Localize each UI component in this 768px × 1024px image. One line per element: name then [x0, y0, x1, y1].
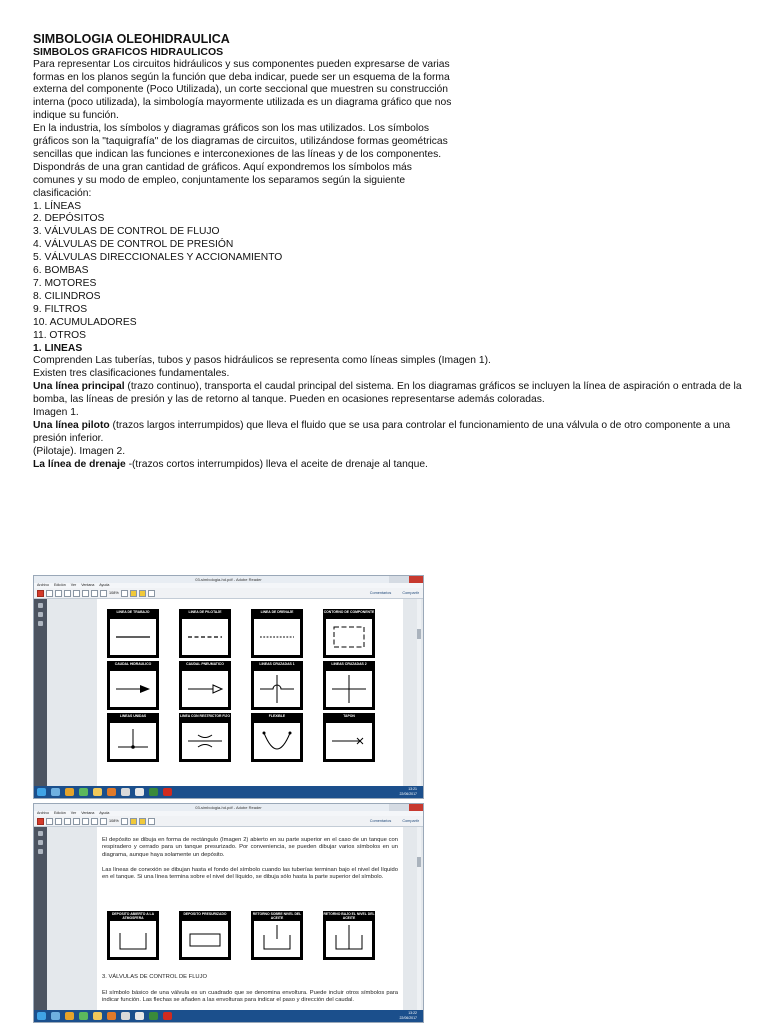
linea-principal-term: Una línea principal	[33, 381, 125, 393]
drain-line-symbol	[254, 619, 300, 655]
minimize-button[interactable]	[389, 576, 399, 583]
intro-line: formas en los planos según la función que deba indicar, puede ser un esquema de la forma	[33, 71, 450, 83]
sign-icon[interactable]	[148, 590, 155, 597]
return-above-level-symbol	[254, 921, 300, 957]
firefox-icon[interactable]	[65, 1012, 74, 1020]
crossed-lines-1-symbol	[254, 671, 300, 707]
valvulas-heading: 3. VÁLVULAS DE CONTROL DE FLUJO	[102, 974, 208, 980]
open-icon[interactable]	[46, 590, 53, 597]
minimize-button[interactable]	[389, 804, 399, 811]
symbol-linea-restrictor	[179, 713, 231, 762]
comentarios-link[interactable]: Comentarios	[369, 819, 392, 823]
symbol-label: LINEA CON RESTRICTOR FIJO	[179, 713, 231, 723]
intro-paragraph	[33, 59, 483, 201]
linea-piloto-paragraph	[33, 420, 753, 446]
intro-line: indique su función.	[33, 110, 119, 122]
zoom-out-icon[interactable]	[91, 590, 98, 597]
symbol-label: LINEA DE DRENAJE	[251, 609, 303, 619]
intro-line: clasificación:	[33, 187, 92, 199]
document-icon[interactable]	[121, 1012, 130, 1020]
windows-taskbar	[34, 1010, 423, 1022]
comment-icon[interactable]	[130, 818, 137, 825]
symbol-label: LINEA DE TRABAJO	[107, 609, 159, 619]
pages-icon[interactable]	[38, 603, 43, 608]
media-icon[interactable]	[107, 788, 116, 796]
signatures-icon[interactable]	[38, 621, 43, 626]
next-page-icon[interactable]	[82, 590, 89, 597]
intro-line: sencillas que indican las funciones e interconexiones de las líneas y de los componentes.	[33, 148, 442, 160]
list-item: 11. OTROS	[33, 329, 87, 341]
list-item: 7. MOTORES	[33, 278, 97, 289]
symbol-lineas-unidas	[107, 713, 159, 762]
symbol-tapon	[323, 713, 375, 762]
pdf-page	[97, 599, 403, 786]
menu-edicion[interactable]: Edición	[53, 811, 66, 815]
ie-icon[interactable]	[51, 788, 60, 796]
menu-ayuda[interactable]: Ayuda	[99, 583, 110, 587]
window-controls	[389, 576, 423, 583]
linea-drenaje-text: -(trazos cortos interrumpidos) lleva el aceite de drenaje al tanque.	[125, 458, 428, 470]
intro-line: interna (poco utilizada), la simbología mayormente utilizada es un diagrama gráfico que nos	[33, 97, 452, 109]
list-item: 5. VÁLVULAS DIRECCIONALES Y ACCIONAMIENTO	[33, 252, 283, 264]
list-item: 6. BOMBAS	[33, 265, 89, 277]
next-page-icon[interactable]	[82, 818, 89, 825]
document-view	[34, 827, 423, 1010]
symbol-caudal-pneumatico	[179, 661, 231, 710]
attachments-icon[interactable]	[38, 612, 43, 617]
excel-icon[interactable]	[149, 1012, 158, 1020]
fixed-restrictor-symbol	[182, 723, 228, 759]
symbol-caudal-hidraulico	[107, 661, 159, 710]
prev-page-icon[interactable]	[73, 590, 80, 597]
zoom-level[interactable]: 108%	[109, 819, 119, 823]
zoom-in-icon[interactable]	[100, 590, 107, 597]
ie-icon[interactable]	[51, 1012, 60, 1020]
linea-principal-paragraph	[33, 381, 753, 407]
close-button[interactable]	[409, 576, 423, 583]
zoom-level[interactable]: 108%	[109, 591, 119, 595]
symbol-lineas-cruzadas-2	[323, 661, 375, 710]
symbol-linea-trabajo	[107, 609, 159, 658]
symbol-label: CONTORNO DE COMPONENTE	[323, 609, 375, 619]
clock: 13:22	[408, 1011, 417, 1015]
linea-drenaje-term: La línea de drenaje	[33, 458, 126, 470]
intro-line: Dispondrás de una gran cantidad de gráficos. Aquí expondremos los símbolos más	[33, 161, 412, 173]
window-titlebar	[34, 804, 423, 811]
deposito-paragraph-1: El depósito se dibuja en forma de rectángulo (Imagen 2) abierto en su parte superior en el caso de un tanque con respiradero y cerrado para un tanque presurizado. Por conveniencia, se pueden dibujar varios símbolos en un diagrama, aunque haya solamente un depósito.	[102, 837, 398, 858]
attachments-icon[interactable]	[38, 840, 43, 845]
lineas-paragraph-1: Comprenden Las tuberías, tubos y pasos hidráulicos se representa como líneas simples (Imagen 1).	[33, 355, 491, 367]
imagen1-caption: Imagen 1.	[33, 407, 79, 419]
zoom-in-icon[interactable]	[100, 818, 107, 825]
highlight-icon[interactable]	[139, 818, 146, 825]
reader-toolbar	[34, 588, 423, 599]
joined-lines-symbol	[110, 723, 156, 759]
menu-archivo[interactable]: Archivo	[37, 811, 49, 815]
sign-icon[interactable]	[148, 818, 155, 825]
window-controls	[389, 804, 423, 811]
date: 22/06/2017	[399, 1016, 417, 1020]
symbol-label: RETORNO BAJO EL NIVEL DEL ACEITE	[323, 911, 375, 920]
menu-ventana[interactable]: Ventana	[81, 583, 95, 587]
component-outline-symbol	[326, 619, 372, 655]
list-item: 10. ACUMULADORES	[33, 316, 137, 328]
symbol-linea-drenaje	[251, 609, 303, 658]
print-icon[interactable]	[55, 818, 62, 825]
symbol-retorno-bajo-nivel	[323, 911, 375, 960]
linea-drenaje-paragraph	[33, 459, 753, 472]
list-item: 3. VÁLVULAS DE CONTROL DE FLUJO	[33, 226, 220, 238]
window-titlebar	[34, 576, 423, 583]
menu-ver[interactable]: Ver	[70, 583, 77, 587]
symbol-lineas-cruzadas-1	[251, 661, 303, 710]
firefox-icon[interactable]	[65, 788, 74, 796]
chrome-icon[interactable]	[79, 788, 88, 796]
symbol-label: LINEAS CRUZADAS 2	[323, 661, 375, 671]
zoom-out-icon[interactable]	[91, 818, 98, 825]
list-item: 1. LÍNEAS	[33, 200, 82, 212]
intro-line: Para representar Los circuitos hidráulicos y sus componentes pueden expresarse de varias	[33, 58, 450, 70]
compartir-link[interactable]: Compartir	[402, 819, 419, 823]
toolbar-right-links	[360, 588, 419, 598]
folder-icon[interactable]	[93, 788, 102, 796]
prev-page-icon[interactable]	[73, 818, 80, 825]
compartir-link[interactable]: Compartir	[402, 591, 419, 595]
symbol-label: RETORNO SOBRE NIVEL DEL ACEITE	[252, 911, 302, 920]
intro-line: comunes y su modo de empleo, conjuntamente los separamos según la siguiente	[33, 174, 406, 186]
excel-icon[interactable]	[149, 788, 158, 796]
hydraulic-flow-symbol	[110, 671, 156, 707]
symbol-deposito-abierto	[107, 911, 159, 960]
symbol-flexible	[251, 713, 303, 762]
chrome-icon[interactable]	[79, 1012, 88, 1020]
comment-icon[interactable]	[130, 590, 137, 597]
fit-page-icon[interactable]	[121, 590, 128, 597]
valvulas-paragraph: El símbolo básico de una válvula es un cuadrado que se denomina envoltura. Puede incluir otros símbolos para indicar función. Las flechas se añaden a las envolturas para indicar el paso y dirección del caudal.	[102, 990, 398, 1004]
symbol-label: CAUDAL PNEUMATICO	[179, 661, 231, 671]
menu-edicion[interactable]: Edición	[53, 583, 66, 587]
menu-ayuda[interactable]: Ayuda	[99, 811, 110, 815]
list-item: 9. FILTROS	[33, 303, 88, 315]
linea-principal-text: (trazo continuo), transporta el caudal principal del sistema. En los diagramas gráficos se incluyen la línea de aspiración o entrada de la bomba, las líneas de presión y las de retorno al tanque. Pueden en ocasiones representarse además coloradas.	[33, 381, 742, 406]
toolbar-icons	[37, 590, 155, 597]
document-view	[34, 599, 423, 786]
toolbar-right-links	[360, 816, 419, 826]
document-body	[33, 32, 753, 472]
close-button[interactable]	[409, 804, 423, 811]
symbol-label: CAUDAL HIDRAULICO	[107, 661, 159, 671]
document-title: SIMBOLOGIA OLEOHIDRAULICA	[33, 32, 230, 46]
pilotaje-caption: (Pilotaje). Imagen 2.	[33, 445, 126, 457]
scrollbar[interactable]	[417, 599, 421, 786]
open-tank-symbol	[110, 921, 156, 957]
linea-piloto-term: Una línea piloto	[33, 419, 110, 431]
document-subtitle: SIMBOLOS GRAFICOS HIDRAULICOS	[33, 46, 224, 58]
menu-ventana[interactable]: Ventana	[81, 811, 95, 815]
symbol-label: LINEAS UNIDAS	[107, 713, 159, 723]
scrollbar-thumb[interactable]	[417, 629, 421, 639]
plug-symbol	[326, 723, 372, 759]
list-item: 4. VÁLVULAS DE CONTROL DE PRESIÓN	[33, 239, 234, 251]
intro-line: gráficos son la "taquigrafía" de los diagramas de circuitos, utilizándose formas geométricas	[33, 136, 448, 148]
deposito-paragraph-2: Las líneas de conexión se dibujan hasta el fondo del símbolo cuando las tuberías terminan bajo el nivel del líquido en el tanque. Si una línea termina sobre el nivel del líquido, se dibuja sólo hasta la parte superior del símbolo.	[102, 867, 398, 881]
folder-icon[interactable]	[93, 1012, 102, 1020]
symbol-retorno-sobre-nivel	[251, 911, 303, 960]
section-heading-lineas: 1. LINEAS	[33, 342, 83, 354]
list-item: 8. CILINDROS	[33, 290, 101, 302]
menu-ver[interactable]: Ver	[70, 811, 77, 815]
print-icon[interactable]	[55, 590, 62, 597]
maximize-button[interactable]	[399, 804, 409, 811]
window-title: 03-simbologia-hd.pdf - Adobe Reader	[195, 577, 262, 582]
symbol-label: TAPON	[323, 713, 375, 723]
home-icon[interactable]	[135, 1012, 144, 1020]
screenshot-depositos	[33, 803, 424, 1023]
scrollbar[interactable]	[417, 827, 421, 1010]
pneumatic-flow-symbol	[182, 671, 228, 707]
pages-icon[interactable]	[38, 831, 43, 836]
lineas-paragraph-2: Existen tres clasificaciones fundamentales.	[33, 368, 230, 380]
working-line-symbol	[110, 619, 156, 655]
reader-toolbar	[34, 816, 423, 827]
comentarios-link[interactable]: Comentarios	[369, 591, 392, 595]
document-icon[interactable]	[121, 788, 130, 796]
navigation-rail	[34, 827, 47, 1010]
highlight-icon[interactable]	[139, 590, 146, 597]
window-title: 03-simbologia-hd.pdf - Adobe Reader	[195, 805, 262, 810]
flexible-line-symbol	[254, 723, 300, 759]
acrobat-icon[interactable]	[163, 788, 172, 796]
home-icon[interactable]	[135, 788, 144, 796]
return-below-level-symbol	[326, 921, 372, 957]
email-icon[interactable]	[64, 818, 71, 825]
pressurized-tank-symbol	[182, 921, 228, 957]
start-icon[interactable]	[37, 1012, 46, 1020]
symbol-deposito-presurizado	[179, 911, 231, 960]
screenshot-lineas	[33, 575, 424, 799]
windows-taskbar	[34, 786, 423, 798]
start-icon[interactable]	[37, 788, 46, 796]
date: 22/06/2017	[399, 792, 417, 796]
email-icon[interactable]	[64, 590, 71, 597]
create-pdf-icon[interactable]	[37, 590, 44, 597]
toolbar-icons	[37, 818, 155, 825]
clock: 13:21	[408, 787, 417, 791]
scrollbar-thumb[interactable]	[417, 857, 421, 867]
signatures-icon[interactable]	[38, 849, 43, 854]
symbol-label: LINEAS CRUZADAS 1	[251, 661, 303, 671]
list-item: 2. DEPÓSITOS	[33, 213, 105, 225]
fit-page-icon[interactable]	[121, 818, 128, 825]
symbol-contorno-componente	[323, 609, 375, 658]
symbol-label: DEPOSITO PRESURIZADO	[179, 911, 231, 921]
menu-archivo[interactable]: Archivo	[37, 583, 49, 587]
open-icon[interactable]	[46, 818, 53, 825]
acrobat-icon[interactable]	[163, 1012, 172, 1020]
create-pdf-icon[interactable]	[37, 818, 44, 825]
pilot-line-symbol	[182, 619, 228, 655]
symbol-label: DEPOSITO ABIERTO A LA ATMOSFERA	[107, 911, 159, 921]
symbol-linea-pilotaje	[179, 609, 231, 658]
system-tray	[399, 787, 417, 797]
system-tray	[399, 1011, 417, 1021]
linea-piloto-text: (trazos largos interrumpidos) que lleva el fluido que se usa para controlar el funcionamiento de una válvula o de otro componente a una presión inferior.	[33, 419, 731, 444]
intro-line: externa del componente (Poco Utilizada), un corte seccional que muestren su construcción	[33, 84, 448, 96]
media-icon[interactable]	[107, 1012, 116, 1020]
maximize-button[interactable]	[399, 576, 409, 583]
crossed-lines-2-symbol	[326, 671, 372, 707]
intro-line: En la industria, los símbolos y diagramas gráficos son los mas utilizados. Los símbolos	[33, 123, 430, 135]
navigation-rail	[34, 599, 47, 786]
symbol-label: LINEA DE PILOTAJE	[179, 609, 231, 619]
symbol-label: FLEXIBLE	[251, 713, 303, 723]
classification-list	[33, 201, 753, 343]
